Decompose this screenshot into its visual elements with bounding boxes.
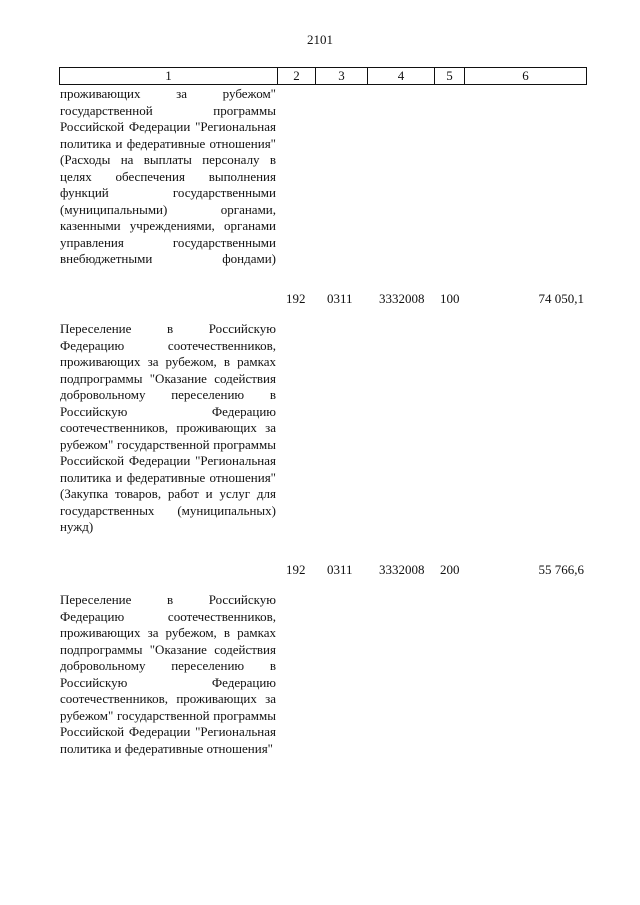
- page-number: 2101: [307, 32, 333, 47]
- header-col-6: 6: [465, 68, 587, 85]
- header-col-5: 5: [435, 68, 465, 85]
- row-description: проживающих за рубежом" государственной программы Российской Федерации "Региональная политика и федеративные отношения" (Расходы на выплаты персоналу в целях обеспечения выполнения функций государственными (муниципальными) органами, казенными учреждениями, органами управления государственными внебюджетными фондами): [60, 86, 276, 266]
- row-code-target: 3332008: [379, 562, 425, 577]
- row-amount: 55 766,6: [538, 562, 584, 577]
- header-col-4: 4: [368, 68, 435, 85]
- row-description: Переселение в Российскую Федерацию соотечественников, проживающих за рубежом, в рамках подпрограммы "Оказание содействия добровольному переселению в Российскую Федерацию соотечественников, проживающих за рубежом" государственной программы Российской Федерации "Региональная политика и федеративные отношения": [60, 592, 276, 756]
- row-code-target: 3332008: [379, 291, 425, 306]
- row-code-section: 0311: [327, 562, 353, 577]
- column-header-row: [59, 67, 587, 85]
- row-code-expense-type: 200: [440, 562, 460, 577]
- row-code-ministry: 192: [286, 562, 306, 577]
- row-amount: 74 050,1: [538, 291, 584, 306]
- header-col-1: 1: [60, 68, 278, 85]
- row-code-ministry: 192: [286, 291, 306, 306]
- row-code-expense-type: 100: [440, 291, 460, 306]
- row-description: Переселение в Российскую Федерацию соотечественников, проживающих за рубежом, в рамках подпрограммы "Оказание содействия добровольному переселению в Российскую Федерацию соотечественников, проживающих за рубежом" государственной программы Российской Федерации "Региональная политика и федеративные отношения" (Закупка товаров, работ и услуг для государственных (муниципальных) нужд): [60, 321, 276, 534]
- row-code-section: 0311: [327, 291, 353, 306]
- header-col-3: 3: [316, 68, 368, 85]
- header-col-2: 2: [278, 68, 316, 85]
